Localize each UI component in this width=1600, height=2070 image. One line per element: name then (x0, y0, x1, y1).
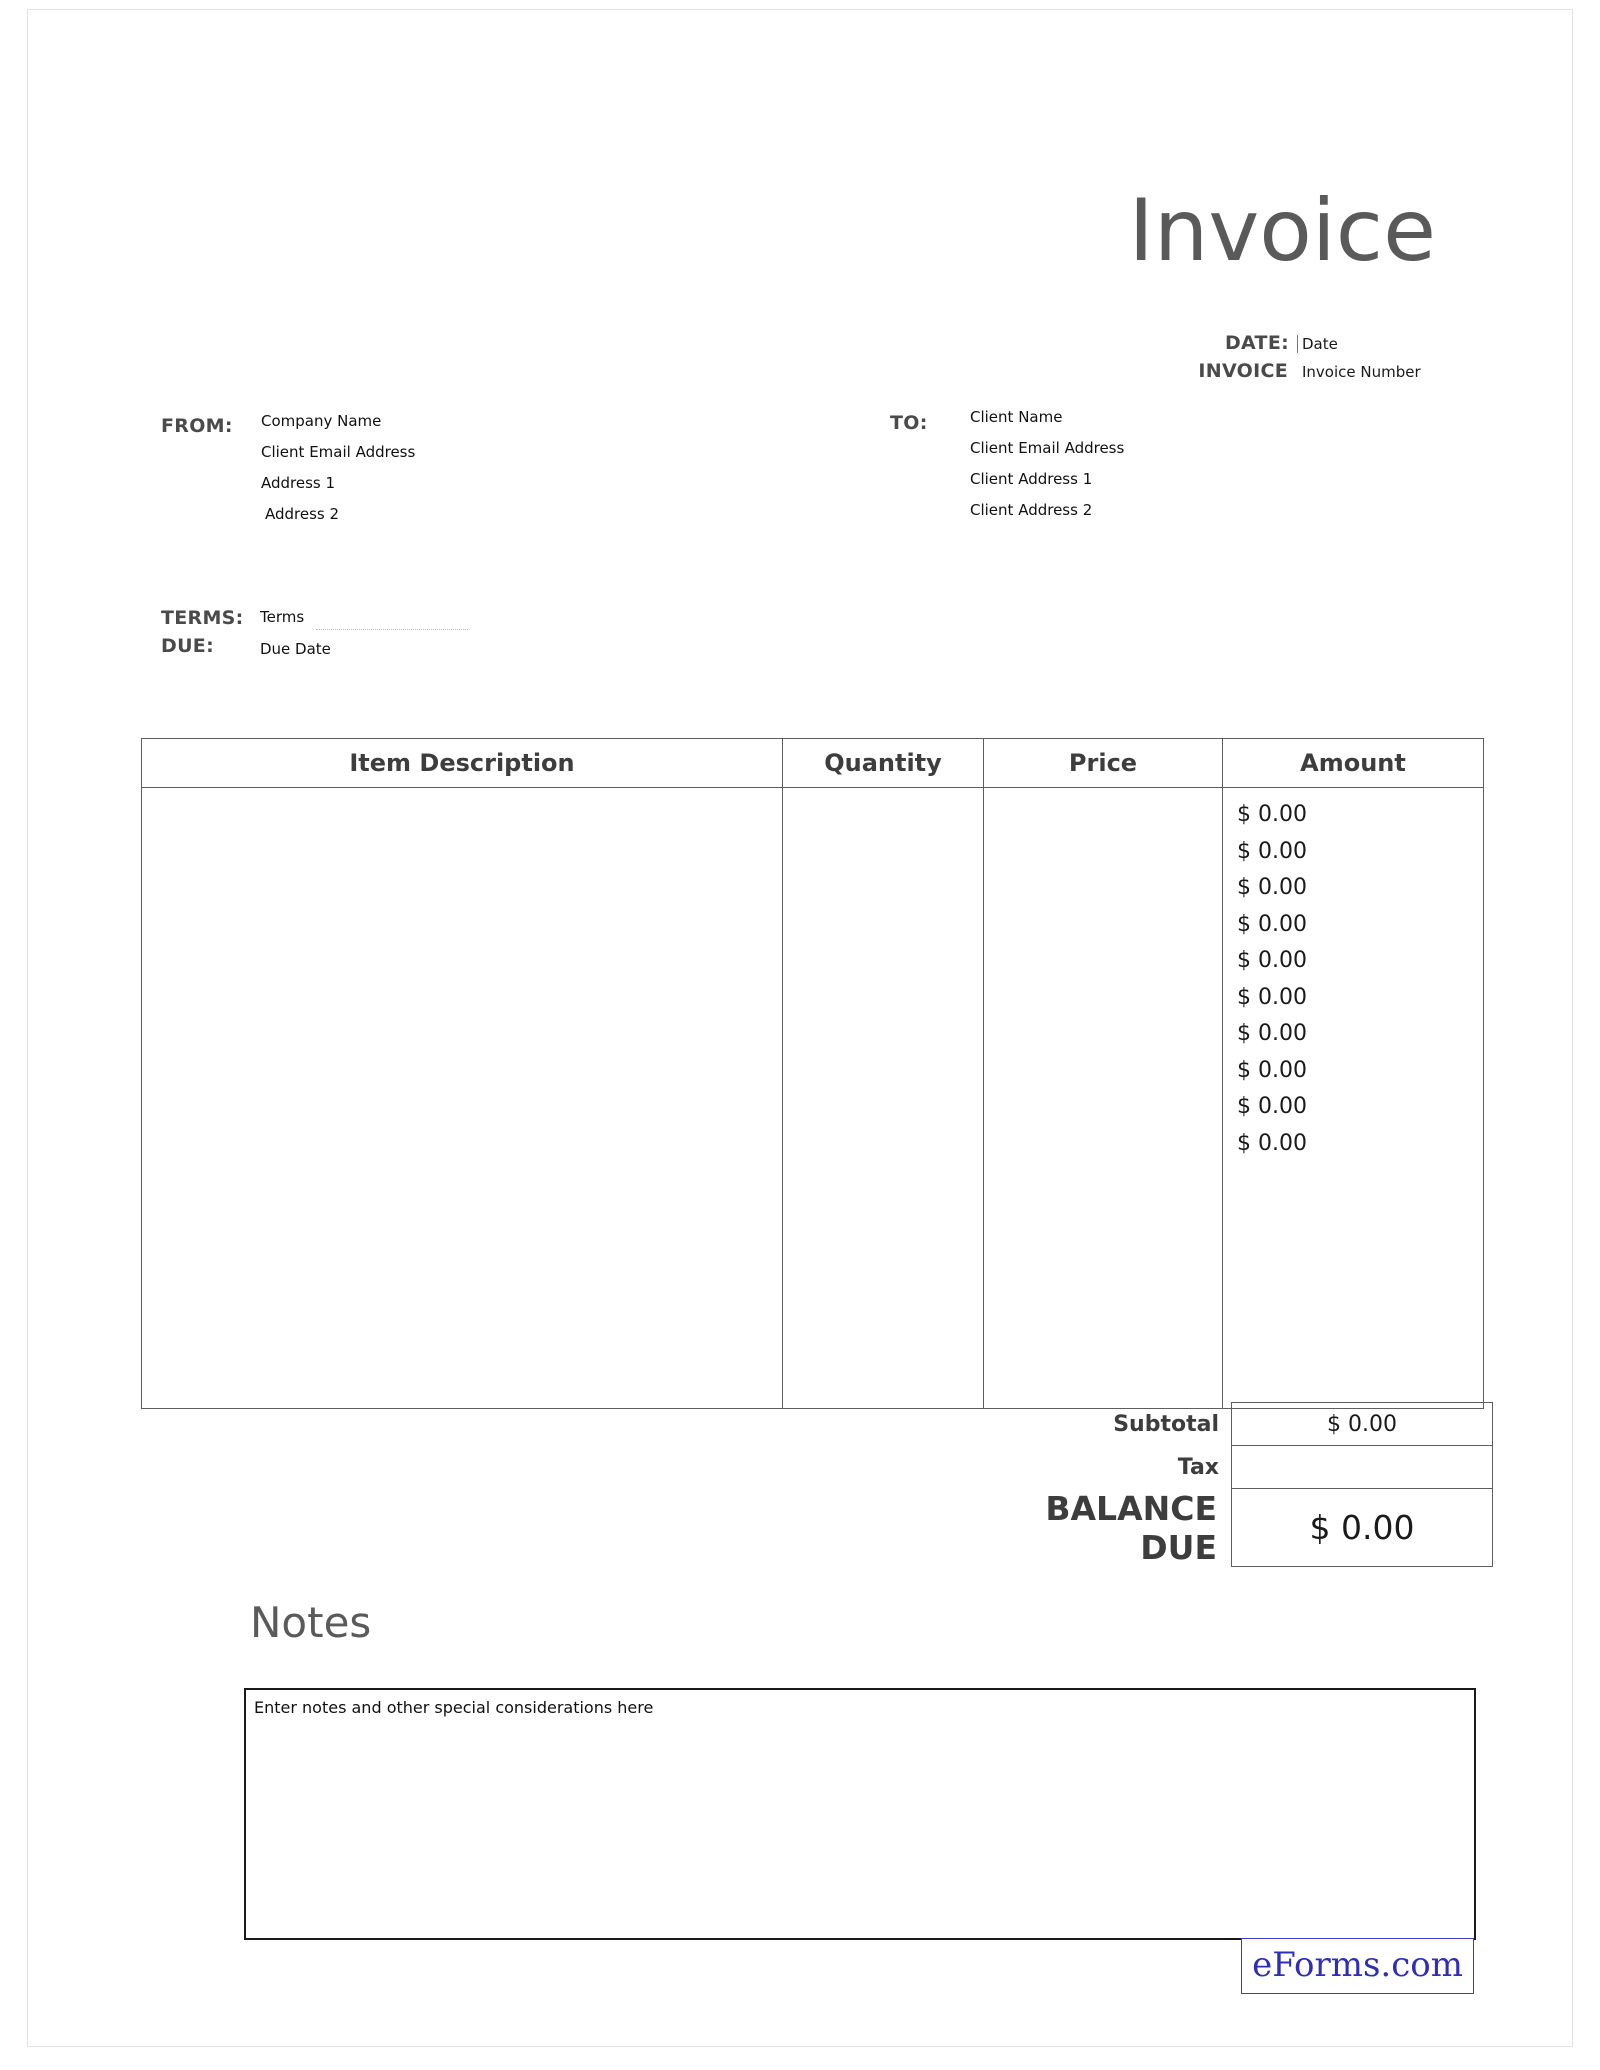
to-email[interactable]: Client Email Address (970, 439, 1125, 457)
balance-due-row (141, 1489, 1493, 1567)
from-address-2[interactable]: Address 2 (265, 505, 340, 523)
amount-value: $ 0.00 (1237, 1021, 1307, 1047)
date-label: DATE: (1224, 332, 1289, 354)
item-description-cell[interactable] (142, 788, 783, 1409)
page-title: Invoice (1128, 181, 1436, 281)
amount-value: $ 0.00 (1237, 1094, 1307, 1120)
header-price: Price (984, 739, 1223, 788)
item-quantity-cell[interactable] (783, 788, 984, 1409)
totals-table (141, 1402, 1493, 1567)
to-label: TO: (890, 412, 928, 434)
amount-value: $ 0.00 (1237, 911, 1307, 937)
due-label: DUE: (161, 635, 214, 657)
invoice-sheet (28, 10, 1572, 2046)
terms-value[interactable]: Terms (260, 608, 305, 626)
amount-value: $ 0.00 (1237, 984, 1307, 1010)
invoice-meta (1012, 332, 1432, 388)
subtotal-label: Subtotal (1113, 1411, 1219, 1437)
eforms-logo[interactable] (1241, 1938, 1474, 1994)
notes-input[interactable] (244, 1688, 1476, 1940)
from-block (261, 414, 741, 538)
amount-value: $ 0.00 (1237, 838, 1307, 864)
to-address-2[interactable]: Client Address 2 (970, 501, 1093, 519)
from-email[interactable]: Client Email Address (261, 443, 416, 461)
items-table (141, 738, 1484, 1409)
subtotal-row (141, 1403, 1493, 1446)
amount-list (1223, 788, 1483, 1162)
due-value[interactable]: Due Date (260, 640, 331, 658)
from-company-name[interactable]: Company Name (261, 412, 382, 430)
date-value[interactable]: Date (1297, 335, 1432, 353)
header-amount: Amount (1223, 739, 1484, 788)
items-body-row (142, 788, 1484, 1409)
terms-divider (316, 629, 468, 630)
notes-placeholder: Enter notes and other special considerations here (254, 1698, 654, 1717)
notes-title: Notes (250, 1598, 372, 1647)
eforms-logo-text: eForms.com (1252, 1945, 1463, 1985)
item-price-cell[interactable] (984, 788, 1223, 1409)
item-amount-cell[interactable] (1223, 788, 1484, 1409)
from-label: FROM: (161, 415, 233, 437)
to-address-1[interactable]: Client Address 1 (970, 470, 1093, 488)
balance-due-label: BALANCE DUE (1045, 1488, 1217, 1567)
balance-due-value: $ 0.00 (1232, 1489, 1493, 1567)
header-item-description: Item Description (142, 739, 783, 788)
items-header-row (142, 739, 1484, 788)
amount-value: $ 0.00 (1237, 948, 1307, 974)
from-address-1[interactable]: Address 1 (261, 474, 336, 492)
amount-value: $ 0.00 (1237, 802, 1307, 827)
tax-row (141, 1446, 1493, 1489)
to-client-name[interactable]: Client Name (970, 408, 1063, 426)
tax-label: Tax (1177, 1454, 1219, 1480)
amount-value: $ 0.00 (1237, 1130, 1307, 1156)
subtotal-value: $ 0.00 (1232, 1403, 1493, 1446)
header-quantity: Quantity (783, 739, 984, 788)
invoice-number-label: INVOICE (1198, 360, 1288, 382)
tax-value[interactable] (1232, 1446, 1493, 1489)
date-row (1012, 332, 1432, 354)
terms-label: TERMS: (161, 607, 244, 629)
amount-value: $ 0.00 (1237, 875, 1307, 901)
invoice-number-value[interactable]: Invoice Number (1302, 363, 1421, 381)
to-block (970, 410, 1450, 534)
amount-value: $ 0.00 (1237, 1057, 1307, 1083)
invoice-number-row (1012, 360, 1432, 382)
